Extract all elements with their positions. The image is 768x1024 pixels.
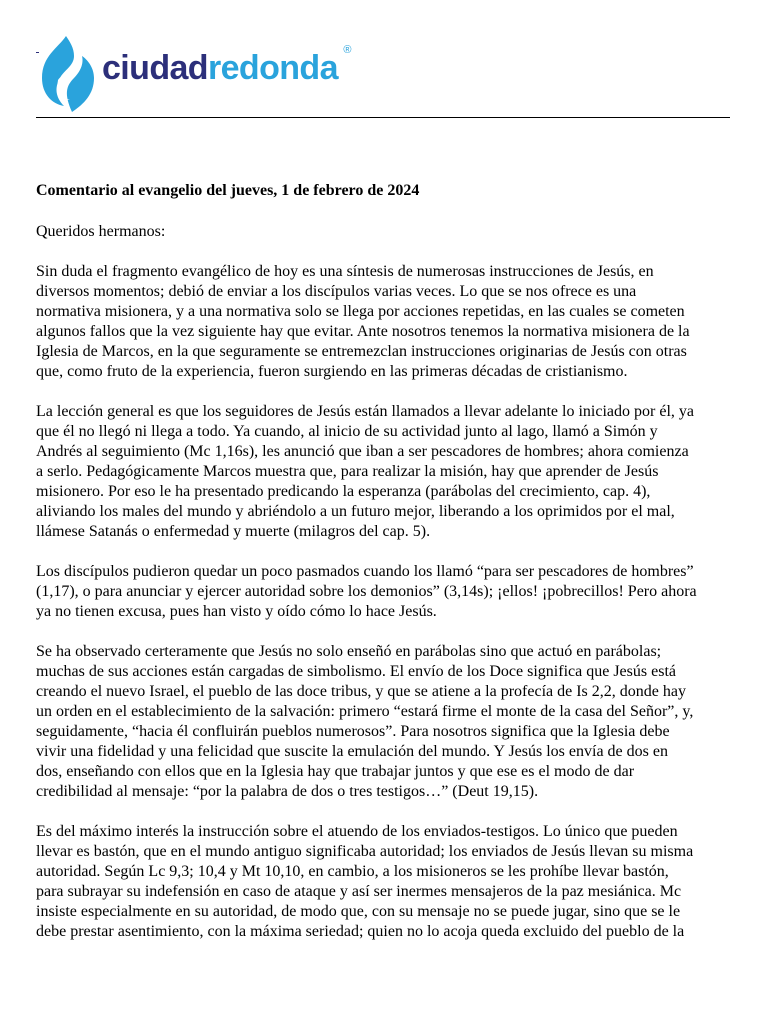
paragraph-line: autoridad. Según Lc 9,3; 10,4 y Mt 10,10, en cambio, a los misioneros se les prohíbe llevar bastón, <box>36 863 669 880</box>
paragraph-line: dos, enseñando con ellos que en la Iglesia hay que trabajar juntos y que ese es el modo de dar <box>36 763 635 780</box>
paragraph <box>36 402 732 542</box>
paragraph-line: llevar es bastón, que en el mundo antiguo significaba autoridad; los enviados de Jesús llevan su misma <box>36 843 694 860</box>
paragraph-line: algunos fallos que la vez siguiente hay que evitar. Ante nosotros tenemos la normativa misionera de la <box>36 323 690 340</box>
registered-mark: ® <box>343 44 351 56</box>
paragraph-line: muchas de sus acciones están cargadas de simbolismo. El envío de los Doce significa que Jesús está <box>36 663 676 680</box>
logo-wordmark <box>102 44 351 87</box>
paragraph-line: Iglesia de Marcos, en la que seguramente se entremezclan instrucciones originarias de Jesús con otras <box>36 343 687 360</box>
paragraph-line: misionero. Por eso le ha presentado predicando la esperanza (parábolas del crecimiento, cap. 4), <box>36 483 651 500</box>
paragraph <box>36 822 732 942</box>
logo-wordmark-ciudad: ciudad <box>102 49 208 87</box>
logo-flame-icon <box>36 34 100 114</box>
document-body <box>36 180 732 962</box>
paragraph <box>36 562 732 622</box>
paragraph-line: Andrés al seguimiento (Mc 1,16s), les anunció que iban a ser pescadores de hombres; ahora comienza <box>36 443 689 460</box>
paragraph-line: seguidamente, “hacia él confluirán pueblos numerosos”. Para nosotros significa que la Iglesia debe <box>36 723 670 740</box>
paragraph-line: (1,17), o para anunciar y ejercer autoridad sobre los demonios” (3,14s); ¡ellos! ¡pobrecillos! Pero ahora <box>36 583 697 600</box>
paragraph-line: creando el nuevo Israel, el pueblo de las doce tribus, y que se atiene a la profecía de Is 2,2, donde hay <box>36 683 686 700</box>
page-header <box>36 30 730 116</box>
paragraph <box>36 262 732 382</box>
paragraph-line: diversos momentos; debió de enviar a los discípulos varias veces. Lo que se nos ofrece es una <box>36 283 637 300</box>
greeting: Queridos hermanos: <box>36 223 166 240</box>
paragraph-line: para subrayar su indefensión en caso de ataque y así ser inermes mensajeros de la paz mesiánica. Mc <box>36 883 682 900</box>
header-divider <box>36 117 730 118</box>
paragraph <box>36 642 732 802</box>
logo-wordmark-redonda: redonda <box>207 49 338 87</box>
paragraph-line: un orden en el establecimiento de la salvación: primero “estará firme el monte de la casa del Señor”, y, <box>36 703 694 720</box>
paragraph-line: a serlo. Pedagógicamente Marcos muestra que, para realizar la misión, hay que aprender de Jesús <box>36 463 659 480</box>
paragraph-line: que él no llegó ni llega a todo. Ya cuando, al inicio de su actividad junto al lago, llamó a Simón y <box>36 423 658 440</box>
paragraph-line: insiste especialmente en su autoridad, de modo que, con su mensaje no se puede jugar, sino que se le <box>36 903 681 920</box>
paragraph-line: La lección general es que los seguidores de Jesús están llamados a llevar adelante lo iniciado por él, ya <box>36 403 694 420</box>
paragraph-line: Los discípulos pudieron quedar un poco pasmados cuando los llamó “para ser pescadores de hombres” <box>36 563 694 580</box>
paragraph-line: vivir una fidelidad y una felicidad que suscite la emulación del mundo. Y Jesús los envía de dos en <box>36 743 668 760</box>
paragraph-line: que, como fruto de la experiencia, fueron surgiendo en las primeras décadas de cristianismo. <box>36 363 628 380</box>
paragraph-line: credibilidad al mensaje: “por la palabra de dos o tres testigos…” (Deut 19,15). <box>36 783 539 800</box>
paragraph-line: normativa misionera, y a una normativa solo se llega por acciones repetidas, en las cuales se cometen <box>36 303 685 320</box>
paragraph-line: aliviando los males del mundo y abriéndolo a un futuro mejor, liberando a los oprimidos por el mal, <box>36 503 675 520</box>
paragraph-line: Sin duda el fragmento evangélico de hoy es una síntesis de numerosas instrucciones de Jesús, en <box>36 263 654 280</box>
paragraph-line: debe prestar asentimiento, con la máxima seriedad; quien no lo acoja queda excluido del pueblo de la <box>36 923 685 940</box>
paragraph-list <box>36 262 732 942</box>
paragraph-line: ya no tienen excusa, pues han visto y oído cómo lo hace Jesús. <box>36 603 437 620</box>
document-title: Comentario al evangelio del jueves, 1 de febrero de 2024 <box>36 182 420 199</box>
ciudadredonda-logo <box>36 34 351 114</box>
paragraph-line: llámese Satanás o enfermedad y muerte (milagros del cap. 5). <box>36 523 431 540</box>
paragraph-line: Es del máximo interés la instrucción sobre el atuendo de los enviados-testigos. Lo único que pueden <box>36 823 678 840</box>
paragraph-line: Se ha observado certeramente que Jesús no solo enseñó en parábolas sino que actuó en parábolas; <box>36 643 662 660</box>
